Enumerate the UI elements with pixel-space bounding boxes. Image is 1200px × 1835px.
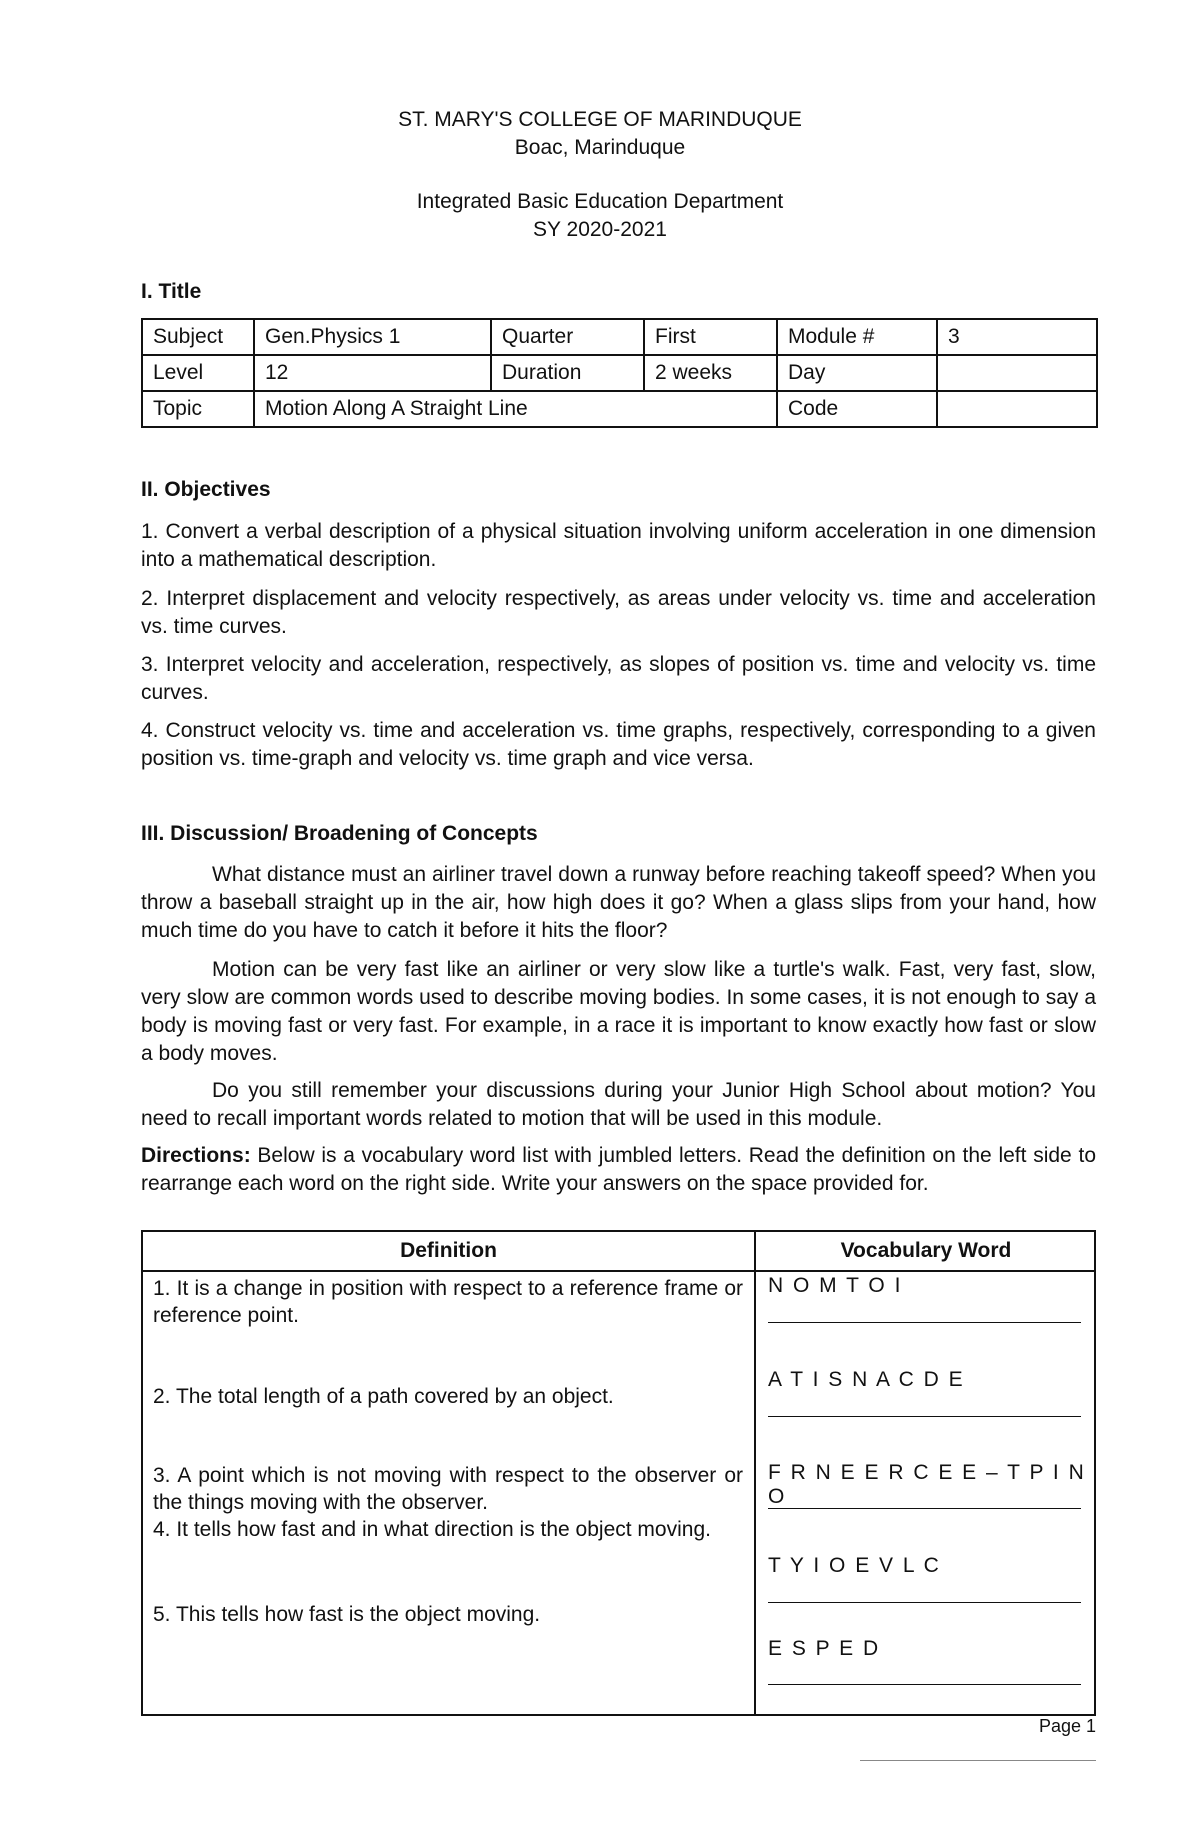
- quarter-value: First: [644, 319, 777, 355]
- column-divider: [754, 1232, 756, 1714]
- quarter-label: Quarter: [491, 319, 644, 355]
- directions-label: Directions:: [141, 1144, 251, 1167]
- duration-label: Duration: [491, 355, 644, 391]
- school-location: Boac, Marinduque: [514, 136, 686, 159]
- module-value: 3: [937, 319, 1097, 355]
- discussion-paragraph-2: Motion can be very fast like an airliner or very slow like a turtle's walk. Fast, very fast, slow, very slow are common words used to describe moving bodies. In some cases, it is not enough to say a body is moving fast or very fast. For example, in a race it is important to know exactly how fast or slow a body moves.: [141, 958, 1096, 1065]
- day-value: [937, 355, 1097, 391]
- jumbled-word-2: A T I S N A C D E: [768, 1368, 965, 1391]
- objective-1: 1. Convert a verbal description of a physical situation involving uniform acceleration in one dimension into a mathematical description.: [141, 520, 1096, 571]
- module-info-table: [141, 318, 1098, 428]
- school-name: ST. MARY'S COLLEGE OF MARINDUQUE: [398, 108, 802, 131]
- department-name: Integrated Basic Education Department: [416, 190, 784, 213]
- objective-2: 2. Interpret displacement and velocity respectively, as areas under velocity vs. time and acceleration vs. time curves.: [141, 587, 1096, 638]
- definition-2: 2. The total length of a path covered by an object.: [153, 1385, 614, 1408]
- discussion-paragraph-3: Do you still remember your discussions during your Junior High School about motion? You need to recall important words related to motion that will be used in this module.: [141, 1079, 1096, 1130]
- vocabulary-table: [141, 1230, 1096, 1716]
- jumbled-word-4: T Y I O E V L C: [768, 1554, 941, 1577]
- answer-blank-1[interactable]: [768, 1322, 1081, 1323]
- section-discussion-heading: III. Discussion/ Broadening of Concepts: [141, 822, 538, 845]
- discussion-paragraph-1: What distance must an airliner travel down a runway before reaching takeoff speed? When you throw a baseball straight up in the air, how high does it go? When a glass slips from your hand, how much time do you have to catch it before it hits the floor?: [141, 863, 1096, 942]
- module-label: Module #: [777, 319, 937, 355]
- jumbled-word-5: E S P E D: [768, 1637, 881, 1660]
- subject-value: Gen.Physics 1: [254, 319, 491, 355]
- duration-value: 2 weeks: [644, 355, 777, 391]
- definition-column-header: Definition: [400, 1239, 497, 1262]
- table-row: [142, 319, 1097, 355]
- vocabulary-word-column-header: Vocabulary Word: [840, 1239, 1012, 1262]
- directions-paragraph: [141, 1142, 1096, 1198]
- definition-5: 5. This tells how fast is the object moving.: [153, 1603, 541, 1626]
- objective-4: 4. Construct velocity vs. time and acceleration vs. time graphs, respectively, corresponding to a given position vs. time-graph and velocity vs. time graph and vice versa.: [141, 719, 1096, 770]
- definition-1: 1. It is a change in position with respect to a reference frame or reference point.: [153, 1277, 743, 1327]
- footer-rule: [860, 1760, 1096, 1761]
- answer-blank-5[interactable]: [768, 1684, 1081, 1685]
- answer-blank-3[interactable]: [768, 1508, 1081, 1509]
- level-label: Level: [142, 355, 254, 391]
- subject-label: Subject: [142, 319, 254, 355]
- definition-3: 3. A point which is not moving with respect to the observer or the things moving with the observer.: [153, 1464, 743, 1514]
- jumbled-word-1: N O M T O I: [768, 1274, 903, 1297]
- page-number: Page 1: [1038, 1716, 1096, 1736]
- directions-text: Below is a vocabulary word list with jumbled letters. Read the definition on the left side to rearrange each word on the right side. Write your answers on the space provided for.: [141, 1144, 1096, 1195]
- level-value: 12: [254, 355, 491, 391]
- definition-4: 4. It tells how fast and in what direction is the object moving.: [153, 1518, 711, 1541]
- jumbled-word-3: F R N E E R C E E – T P I N O: [768, 1461, 1086, 1508]
- day-label: Day: [777, 355, 937, 391]
- topic-value: Motion Along A Straight Line: [254, 391, 777, 427]
- header-divider: [143, 1270, 1094, 1272]
- topic-label: Topic: [142, 391, 254, 427]
- objective-3: 3. Interpret velocity and acceleration, respectively, as slopes of position vs. time and velocity vs. time curves.: [141, 653, 1096, 704]
- code-label: Code: [777, 391, 937, 427]
- code-value: [937, 391, 1097, 427]
- table-row: [142, 391, 1097, 427]
- section-title-heading: I. Title: [141, 280, 202, 303]
- section-objectives-heading: II. Objectives: [141, 478, 271, 501]
- answer-blank-4[interactable]: [768, 1602, 1081, 1603]
- table-row: [142, 355, 1097, 391]
- school-year: SY 2020-2021: [533, 218, 667, 241]
- answer-blank-2[interactable]: [768, 1416, 1081, 1417]
